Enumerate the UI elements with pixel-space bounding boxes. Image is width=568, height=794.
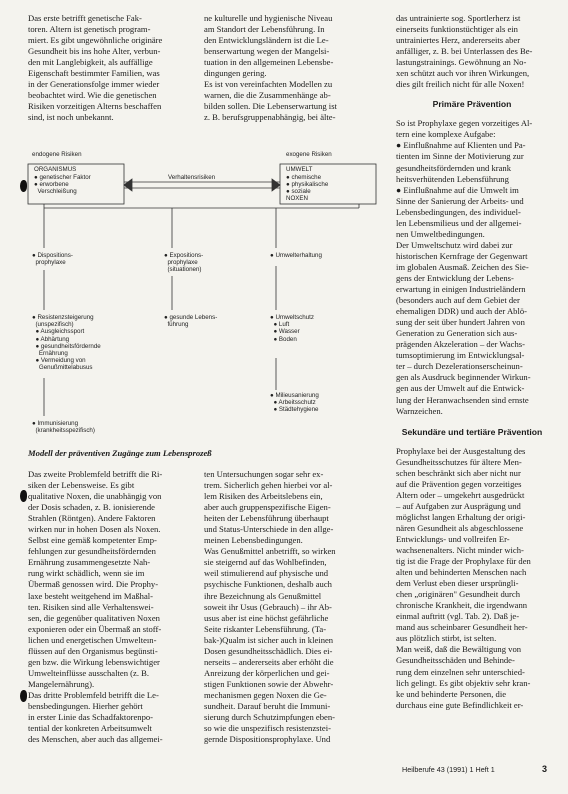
text-line: ● Einflußnahme auf Klienten und Pa- [396,140,526,151]
text-line: lung der Heranwachsenden sind ernste [396,394,529,405]
umwelt-title: UMWELT [286,166,313,173]
text-line: Prophylaxe bei der Ausgestaltung des [396,445,526,456]
text-line: stigen Funktionen sowie der Abwehr- [204,678,334,689]
page-number: 3 [542,764,548,774]
text-line: Sinne der Sanierung der Arbeits- und [396,195,524,206]
text-line: nerseits – andererseits aber erhöht die [204,656,334,667]
text-line: heiten der Lebensführung überhaupt [204,513,329,524]
text-line: chen „originären" Gesundheit durch [396,589,521,600]
text-line: Selbst eine gemäß kompetenter Emp- [28,535,157,546]
diagram-lines [24,148,380,444]
paragraph-lines [28,469,194,745]
text-line: den mit Langlebigkeit, als auffällige [28,57,153,68]
text-line: dem Verlust eben dieser ursprüngli- [396,578,519,589]
text-line: gen aus der Umwelt auf die Entwick- [396,383,525,394]
umwelt-item-2: ● physikalische [286,181,329,188]
text-line: Umwelteinflüsse ausschalten (z. B. [28,667,149,678]
text-line: (besonders auch auf dem Gebiet der [396,295,520,306]
text-line: in erster Linie das Schadfaktorenpo- [28,712,154,723]
umwelt-item-3: ● soziale [286,188,311,195]
paragraph-lines [204,13,376,123]
text-line: aus plötzlich stirbt, ist selten. [396,633,497,644]
text-line: bak-)Qualm ist sicher auch in kleinen [204,634,334,645]
text-line: den Entwicklungsländern ist die Le- [204,35,329,46]
text-line: ten Untersuchungen sogar sehr ex- [204,469,324,479]
text-line: schen beschränkt sich aber nicht nur [396,467,521,478]
exposition-prophylaxis: ● Expositions- prophylaxe (situationen) [164,252,204,274]
text-line: ● Einflußnahme auf die Umwelt im [396,184,519,195]
text-line: Der Umweltschutz wird dabei zur [396,239,513,250]
text-line: Übermaß genossen wird. Die Prophy- [28,579,159,590]
text-line: tern eine komplexe Aufgabe: [396,129,496,140]
text-line: lastungstrainings. Gewöhnung an No- [396,57,527,68]
text-line: sen, die gegenüber qualitativen Noxen [28,612,160,623]
text-line: und Status-Unterschiede in den allge- [204,524,334,535]
text-line: sie steigernd auf das Wohlbefinden, [204,557,327,568]
disposition-prophylaxis: ● Dispositions- prophylaxe [32,252,73,267]
text-line: weil stimulierend auf physische und [204,568,329,579]
journal-footer: Heilberufe 43 (1991) 1 Heft 1 [402,765,495,774]
text-line: Risiken vorzeitigen Alterns beschaffen [28,101,162,112]
text-line: historischen Kernfrage der Gegenwart [396,250,528,261]
text-line: am Standort der Lebensführung. In [204,24,325,35]
text-line: Dosen gesundheitsschädlich. Dies ei- [204,645,333,656]
text-line: psychische Funktionen, deshalb auch [204,579,332,590]
text-line: Gesundheit bis ins hohe Alter, verbun- [28,46,161,57]
text-line: flüssen auf den Organismus begünsti- [28,645,158,656]
text-line: So ist Prophylaxe gegen vorzeitiges Al- [396,118,533,129]
text-line: ter – durch Dezelerationserscheinun- [396,361,523,372]
organismus-title: ORGANISMUS [34,166,77,173]
text-line: Es ist von vereinfachten Modellen zu [204,79,333,90]
text-line: mand aus scheinbarer Gesundheit her- [396,622,528,633]
text-line: soweit ihr Usus (Gebrauch) – ihr Ab- [204,601,332,612]
text-line: untrainiertes Herz, andererseits aber [396,35,521,46]
paragraph-lines [396,13,548,90]
text-line: tuation in den allgemeinen Lebensbe- [204,57,334,68]
text-line: bilden sollen. Die Lebenserwartung ist [204,101,337,112]
text-line: dingungen gering. [204,68,267,79]
text-line: sundheit. Darauf beruht die Immuni- [204,700,331,711]
text-line: wirken nur in hohen Dosen als Noxen. [28,524,161,535]
text-line: nen Umweltbedingungen. [396,228,485,239]
text-line: durchaus eine gute Befindlichkeit er- [396,699,524,710]
prevention-model-diagram [24,148,380,456]
text-line: Ernährung zusammengesetzte Nah- [28,557,151,568]
text-line: beobachtet wird. Wie die genetischen [28,90,157,101]
text-line: aber auch gruppenspezifische Eigen- [204,502,331,513]
organismus-item-3: Verschleißung [34,188,77,195]
milieu-remediation: ● Milieusanierung ● Arbeitsschutz ● Städtehygiene [270,392,319,414]
text-line: usus aber ist eine höchst gefährliche [204,612,329,623]
healthy-lifestyle: ● gesunde Lebens- führung [164,314,218,329]
text-line: toren. Altern ist genetisch program- [28,24,151,35]
text-line: gens der Entwicklung der Lebens- [396,272,514,283]
text-line: im globalen Ausmaß. Zeichen des Sie- [396,261,529,272]
text-line: ke und behinderte Personen, die [396,688,507,699]
text-line: miert. Es gibt ungewöhnliche originäre [28,35,163,46]
text-line: Das zweite Problemfeld betrifft die Ri- [28,469,163,479]
text-line: tumsoptimierung im Entwicklungsal- [396,350,525,361]
column-1-bottom [28,469,194,745]
text-line: ihre Bezeichnung als Genußmittel [204,590,322,601]
text-line: Das dritte Problemfeld betrifft die Le- [28,689,159,700]
organismus-item-1: ● genetischer Faktor [34,174,91,181]
text-line: sind, ist noch unbekannt. [28,112,114,123]
text-line: gernde Dispositionsprophylaxe. Und [204,734,331,745]
text-line: lem Risiken des Arbeitslebens ein, [204,491,323,502]
text-line: Generation zu Generation sich aus- [396,328,518,339]
ink-blot [20,490,27,502]
ink-blot [20,180,27,192]
text-line: Seite riskanter Lebensführung. (Ta- [204,623,327,634]
text-line: z. B. berufsgruppenabhängig, bei älte- [204,112,336,123]
column-2-bottom [204,469,376,745]
text-line: möglichst langen Erhaltung der origi- [396,511,526,522]
environment-protection: ● Umweltschutz ● Luft ● Wasser ● Boden [270,314,314,343]
middle-label: Verhaltensrisiken [168,174,216,181]
text-line: wachsenenalters. Nicht minder wich- [396,545,524,556]
text-line: tienten im Sinne der Motivierung zur [396,151,524,162]
text-line: des Menschen, aber auch das allgemei- [28,734,163,745]
text-line: exponieren oder ein Übermaß an stoff- [28,623,162,634]
text-line: heitsverhütenden Lebensführung [396,173,509,184]
resistance-increase: ● Resistenzsteigerung (unspezifisch) ● Ausgleichssport ● Abhärtung ● gesundheitsfördernde Ernährung ● Vermeidung von Genußmittelabusus [32,314,101,372]
text-line: erwartung in einigen Industrieländern [396,284,526,295]
text-line: tig ist die Frage der Prophylaxe für den [396,556,531,567]
figure-caption: Modell der präventiven Zugänge zum Lebensprozeß [28,448,212,458]
text-line: meinen Lebensbedingungen. [204,535,303,546]
text-line: sierung durch Schutzimpfungen eben- [204,712,336,723]
text-line: dies gilt freilich nicht für alle Noxen! [396,79,525,90]
umwelt-item-1: ● chemische [286,174,322,181]
text-line: xen schützt auch vor ihren Wirkungen, [396,68,530,79]
text-line: siken der Lebensweise. Es gibt [28,480,135,491]
text-line: mechanismen gegen Noxen die Ge- [204,689,327,700]
text-line: Eigenschaft bestimmter Familien, was [28,68,160,79]
text-line: gen bzw. die Wirkung lebenswichtiger [28,656,160,667]
paragraph-lines [396,118,548,416]
text-line: alten und behinderten Menschen nach [396,567,527,578]
text-line: qualitative Noxen, die unabhängig von [28,491,162,502]
umwelt-item-4: NOXEN [286,195,309,202]
organismus-item-2: ● erworbene [34,181,69,188]
text-line: nären Gesundheit als abgeschlossene [396,522,524,533]
text-line: Entwicklungs- und vollreifen Er- [396,533,510,544]
text-line: Warnzeichen. [396,405,443,416]
environment-preservation: ● Umwelterhaltung [270,252,322,259]
text-line: Was Genußmittel anbetrifft, so wirken [204,546,336,557]
text-line: trem. Sicherlich gehen hierbei vor al- [204,480,333,491]
text-line: rung wirkt schädlich, wenn sie im [28,568,145,579]
heading-primary-prevention: Primäre Prävention [432,99,512,110]
right-header: exogene Risiken [286,151,332,158]
text-line: ehemaligen DDR) und auch der Ablö- [396,306,528,317]
text-line: Mangelernährung). [28,678,95,689]
text-line: einmal auftritt (vgl. Tab. 2). Daß je- [396,611,520,622]
text-line: chronische Krankheit, die irgendwann [396,600,528,611]
text-line: der Dosis schaden, z. B. ionisierende [28,502,155,513]
paragraph-lines [28,13,194,123]
column-2-top [204,13,376,123]
text-line: – auf Aufgaben zur Ausprägung und [396,500,521,511]
text-line: anfälliger, z. B. bei Unterlassen des Be- [396,46,533,57]
text-line: Altern oder – umgekehrt ausgedrückt [396,489,525,500]
text-line: warnen, die die Zusammenhänge ab- [204,90,331,101]
text-line: benserwartung wegen der Mangelsi- [204,46,330,57]
text-line: len Lebensmilieus und der allgemei- [396,217,522,228]
text-line: gesundheitsfördernden und krank [396,162,512,173]
text-line: lich gelingt. Es gibt objektiv sehr kran- [396,677,531,688]
text-line: prägenden Akzeleration – der Wachs- [396,339,525,350]
text-line: in der Generationsfolge immer wieder [28,79,160,90]
text-line: Gesundheitsschutzes für ältere Men- [396,456,522,467]
text-line: ten. Risiken sind alle Verhaltenswei- [28,601,154,612]
text-line: gen als Ausdruck beginnender Wirkun- [396,372,531,383]
ink-blot [20,690,27,702]
text-line: tential der konkreten Arbeitsumwelt [28,723,152,734]
text-line: Man weiß, daß die Bewältigung von [396,644,522,655]
text-line: Das erste betrifft genetische Fak- [28,13,142,23]
text-line: einerseits funktionstüchtiger als ein [396,24,518,35]
paragraph-lines [396,446,548,711]
text-line: rung dem einzelnen sehr unterschied- [396,666,525,677]
column-3 [396,13,548,711]
text-line: lichen und energetischen Umwelteın- [28,634,157,645]
text-line: auf die Prävention gegen vorzeitiges [396,478,522,489]
text-line: Strahlen (Röntgen). Andere Faktoren [28,513,156,524]
text-line: bensbedingungen. Hierher gehört [28,700,143,711]
left-header: endogene Risiken [32,151,82,158]
text-line: laxe besteht weitgehend im Maßhal- [28,590,154,601]
paragraph-lines [204,469,376,745]
text-line: Lebensbedingungen, des individuel- [396,206,521,217]
text-line: das untrainierte sog. Sportlerherz ist [396,13,521,23]
text-line: Anreizung der körperlichen und gei- [204,667,330,678]
heading-secondary-prevention: Sekundäre und tertiäre Prävention [401,426,543,437]
immunization: ● Immunisierung (krankheitsspezifisch) [32,420,95,435]
text-line: sung der seit über hundert Jahren von [396,317,525,328]
text-line: fehlungen zur gesundheitsfördernden [28,546,156,557]
column-1-top [28,13,194,123]
text-line: ne kulturelle und hygienische Niveau [204,13,333,23]
text-line: Gesundheitsschäden und Behinde- [396,655,515,666]
text-line: so wie die unspezifisch resistenzstei- [204,723,331,734]
